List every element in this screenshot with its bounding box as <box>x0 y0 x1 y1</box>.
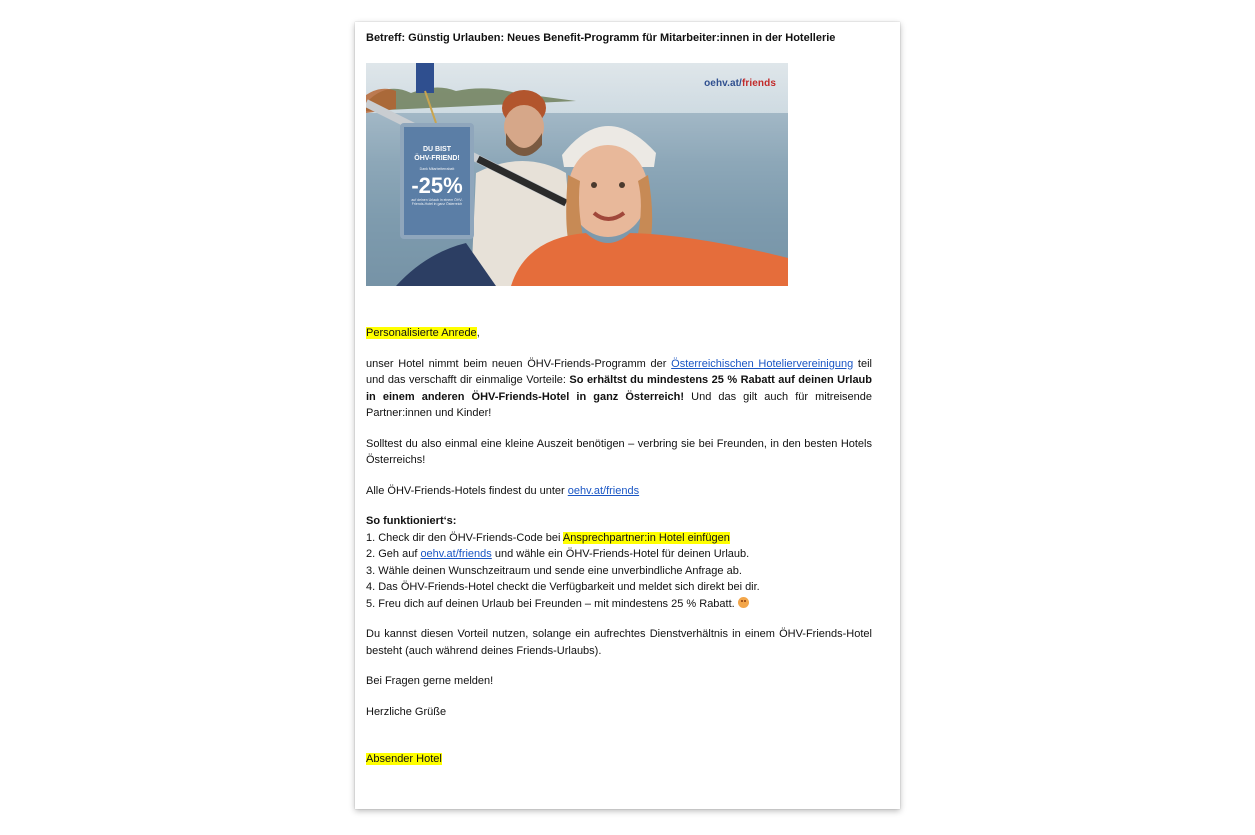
step-2: 2. Geh auf oehv.at/friends und wähle ein ÖHV-Friends-Hotel für deinen Urlaub. <box>366 548 750 560</box>
how-it-works <box>366 513 872 612</box>
email-body <box>366 30 872 768</box>
discount-highlight-text: So erhältst du mindestens 25 % Rabatt auf deinen Urlaub in einem anderen ÖHV-Friends-Hotel in ganz Österreich! <box>366 374 872 403</box>
step-friends-link[interactable]: oehv.at/friends <box>420 548 492 560</box>
discount-badge <box>400 123 474 239</box>
questions-line: Bei Fragen gerne melden! <box>366 675 494 687</box>
badge-caption: Dank Mitarbeiterrabatt <box>419 167 455 171</box>
step-4: 4. Das ÖHV-Friends-Hotel checkt die Verfügbarkeit und meldet sich direkt bei dir. <box>366 581 760 593</box>
closing-line: Herzliche Grüße <box>366 705 447 718</box>
email-subject: Betreff: Günstig Urlauben: Neues Benefit-Programm für Mitarbeiter:innen in der Hotellerie <box>366 32 836 44</box>
sender-placeholder: Absender Hotel <box>366 753 442 765</box>
how-it-works-title: So funktioniert‘s: <box>366 515 457 527</box>
badge-title: DU BIST ÖHV-FRIEND! <box>414 146 460 162</box>
step-3: 3. Wähle deinen Wunschzeitraum und sende eine unverbindliche Anfrage ab. <box>366 564 742 577</box>
intro-paragraph: unser Hotel nimmt beim neuen ÖHV-Friends-Programm der Österreichischen Hoteliervereinigung teil und das verschafft dir einmalige Vorteile: So erhältst du mindestens 25 % Rabatt auf deinen Urlaub in einem anderen ÖHV-Friends-Hotel in ganz Österreich! Und das gilt auch für mitreisende Partner:innen und Kinder! <box>366 357 872 419</box>
oehv-link[interactable]: Österreichischen Hoteliervereinigung <box>671 357 854 370</box>
greeting: Personalisierte Anrede, <box>366 327 480 339</box>
badge-fine-print: auf deinen Urlaub in einem ÖHV-Friends-Hotel in ganz Österreich <box>411 198 463 206</box>
friends-link[interactable]: oehv.at/friends <box>567 484 640 497</box>
sender <box>366 751 872 768</box>
badge-discount: -25% <box>411 173 463 198</box>
smiling-face-icon <box>738 597 749 608</box>
contact-placeholder: Ansprechpartner:in Hotel einfügen <box>562 531 730 544</box>
hotels-paragraph: Alle ÖHV-Friends-Hotels findest du unter oehv.at/friends <box>366 484 640 497</box>
step-5: 5. Freu dich auf deinen Urlaub bei Freunden – mit mindestens 25 % Rabatt. <box>366 596 872 613</box>
email-document <box>355 22 900 809</box>
validity-paragraph: Du kannst diesen Vorteil nutzen, solange ein aufrechtes Dienstverhältnis in einem ÖHV-Friends-Hotel besteht (auch während deines Friends-Urlaubs). <box>366 628 872 657</box>
greeting-placeholder: Personalisierte Anrede <box>366 327 477 339</box>
brand-logo: oehv.at/friends <box>704 78 776 89</box>
step-1: 1. Check dir den ÖHV-Friends-Code bei Ansprechpartner:in Hotel einfügen <box>366 531 730 544</box>
getaway-paragraph: Solltest du also einmal eine kleine Auszeit benötigen – verbring sie bei Freunden, in den besten Hotels Österreichs! <box>366 437 872 466</box>
hero-image <box>366 63 788 286</box>
